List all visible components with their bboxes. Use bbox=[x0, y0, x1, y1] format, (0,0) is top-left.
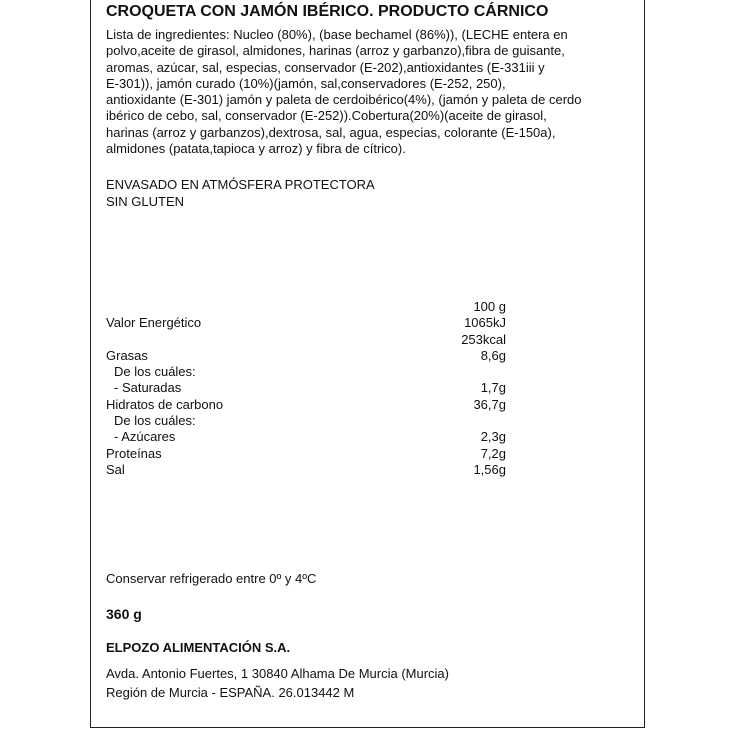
ingredients-line: Lista de ingredientes: Nucleo (80%), (base bechamel (86%)), (LECHE entera en bbox=[106, 27, 568, 42]
ingredients-line: almidones (patata,tapioca y arroz) y fibra de cítrico). bbox=[106, 141, 406, 157]
table-row bbox=[106, 413, 506, 429]
nutrition-per-header: 100 g bbox=[473, 299, 506, 314]
company-address bbox=[106, 664, 449, 702]
table-row bbox=[106, 446, 506, 462]
nutrition-label: - Azúcares bbox=[114, 429, 176, 445]
nutrition-value: 36,7g bbox=[473, 396, 506, 412]
nutrition-label: De los cuáles: bbox=[114, 364, 196, 380]
net-weight: 360 g bbox=[106, 606, 142, 622]
nutrition-value: 253kcal bbox=[461, 331, 506, 347]
nutrition-label: Grasas bbox=[106, 347, 148, 363]
nutrition-label: Proteínas bbox=[106, 445, 162, 461]
ingredients-line: polvo,aceite de girasol, almidones, harinas (arroz y garbanzo),fibra de guisante, bbox=[106, 43, 565, 59]
nutrition-value: 1,7g bbox=[480, 380, 506, 396]
nutrition-table bbox=[106, 299, 506, 478]
table-row bbox=[106, 315, 506, 331]
ingredients-line: E-301)), jamón curado (10%)(jamón, sal,conservadores (E-252, 250), bbox=[106, 75, 506, 91]
company-name: ELPOZO ALIMENTACIÓN S.A. bbox=[106, 640, 291, 655]
table-row bbox=[106, 429, 506, 445]
nutrition-value: 8,6g bbox=[480, 347, 506, 363]
gluten-note: SIN GLUTEN bbox=[106, 193, 185, 209]
ingredients-line: antioxidante (E-301) jamón y paleta de cerdoibérico(4%), (jamón y paleta de cerdo bbox=[106, 92, 582, 108]
nutrition-label: De los cuáles: bbox=[114, 413, 196, 429]
ingredients-line: ibérico de cebo, sal, conservador (E-252)).Cobertura(20%)(aceite de girasol, bbox=[106, 108, 547, 124]
nutrition-value: 1,56g bbox=[473, 461, 506, 477]
address-line: Región de Murcia - ESPAÑA. 26.013442 M bbox=[106, 685, 355, 700]
table-row bbox=[106, 332, 506, 348]
storage-instructions: Conservar refrigerado entre 0º y 4ºC bbox=[106, 571, 317, 586]
nutrition-value: 7,2g bbox=[480, 445, 506, 461]
table-row bbox=[106, 380, 506, 396]
ingredients-line: harinas (arroz y garbanzos),dextrosa, sal, agua, especias, colorante (E-150a), bbox=[106, 124, 556, 140]
packaging-note: ENVASADO EN ATMÓSFERA PROTECTORA bbox=[106, 177, 375, 192]
address-line: Avda. Antonio Fuertes, 1 30840 Alhama De Murcia (Murcia) bbox=[106, 666, 449, 681]
ingredients-list bbox=[106, 27, 626, 157]
nutrition-label: - Saturadas bbox=[114, 380, 182, 396]
table-row bbox=[106, 462, 506, 478]
product-title: CROQUETA CON JAMÓN IBÉRICO. PRODUCTO CÁRNICO bbox=[106, 3, 549, 20]
nutrition-label: Sal bbox=[106, 461, 125, 477]
nutrition-label: Valor Energético bbox=[106, 315, 202, 331]
nutrition-value: 1065kJ bbox=[464, 315, 506, 331]
table-row bbox=[106, 364, 506, 380]
nutrition-label: Hidratos de carbono bbox=[106, 396, 224, 412]
nutrition-value: 2,3g bbox=[480, 429, 506, 445]
table-row bbox=[106, 348, 506, 364]
product-notes bbox=[106, 177, 375, 210]
ingredients-line: aromas, azúcar, sal, especias, conservador (E-202),antioxidantes (E-331iii y bbox=[106, 59, 545, 75]
nutrition-header-row bbox=[106, 299, 506, 315]
table-row bbox=[106, 397, 506, 413]
